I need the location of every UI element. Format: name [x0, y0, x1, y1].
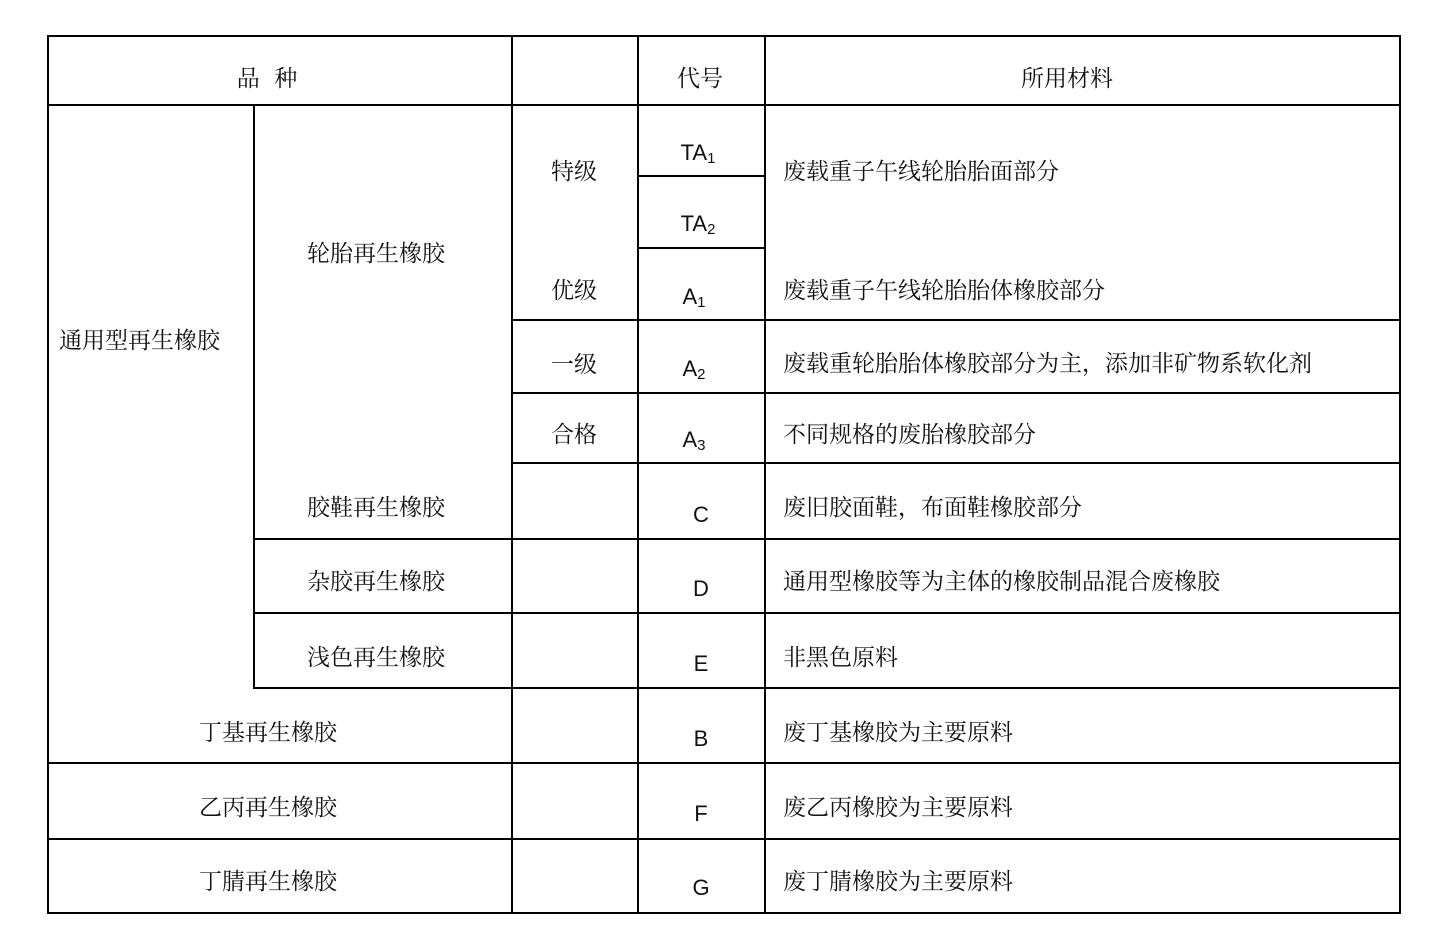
material-ta: 废载重子午线轮胎胎面部分 [783, 159, 1059, 185]
divider-variety-grade [511, 35, 513, 914]
rule-misc-light [253, 612, 1401, 614]
variety-epdm: 乙丙再生橡胶 [199, 795, 337, 821]
grade-qualified: 合格 [551, 422, 597, 448]
variety-butyl: 丁基再生橡胶 [199, 720, 337, 746]
code-a1: $A_1$ [682, 284, 706, 311]
variety-light: 浅色再生橡胶 [307, 645, 445, 671]
code-a3: $A_3$ [682, 427, 706, 454]
variety-misc: 杂胶再生橡胶 [307, 569, 445, 595]
variety-nitrile: 丁腈再生橡胶 [199, 869, 337, 895]
divider-general-sub [253, 104, 255, 688]
table-border-right [1399, 35, 1401, 914]
code-e: E [693, 651, 709, 676]
material-g: 废丁腈橡胶为主要原料 [783, 869, 1013, 895]
code-a2: $A_2$ [682, 356, 706, 383]
header-materials: 所用材料 [1021, 66, 1113, 92]
grade-special: 特级 [551, 159, 597, 185]
material-b: 废丁基橡胶为主要原料 [783, 720, 1013, 746]
material-c: 废旧胶面鞋，布面鞋橡胶部分 [783, 495, 1082, 521]
rule-epdm-nitrile [47, 838, 1401, 840]
group-general: 通用型再生橡胶 [59, 328, 220, 354]
rule-ta2-a1 [637, 247, 765, 249]
code-b: B [693, 726, 709, 751]
table-border-left [47, 35, 49, 914]
divider-grade-code [637, 35, 639, 914]
table-border-bottom [47, 912, 1401, 914]
material-a3: 不同规格的废胎橡胶部分 [783, 422, 1036, 448]
header-variety: 品 种 [236, 66, 298, 92]
rule-tire-shoe [511, 462, 1401, 464]
table-border-top [47, 35, 1401, 37]
divider-code-material [764, 35, 766, 914]
rule-first-qualified [511, 392, 1401, 394]
material-a2: 废载重轮胎胎体橡胶部分为主，添加非矿物系软化剂 [783, 351, 1312, 377]
code-g: G [692, 875, 710, 900]
code-c: C [693, 502, 709, 527]
header-bottom-rule [47, 104, 1401, 106]
rule-premium-first [511, 319, 1401, 321]
code-d: D [693, 576, 709, 601]
code-ta2: $TA_2$ [680, 211, 716, 238]
code-ta1: $TA_1$ [680, 140, 716, 167]
variety-shoe: 胶鞋再生橡胶 [307, 495, 445, 521]
code-f: F [694, 801, 708, 826]
grade-premium: 优级 [551, 278, 597, 304]
material-e: 非黑色原料 [783, 645, 898, 671]
rule-butyl-epdm [47, 762, 1401, 764]
material-f: 废乙丙橡胶为主要原料 [783, 795, 1013, 821]
grade-first: 一级 [551, 352, 597, 378]
rule-light-butyl [253, 687, 1401, 689]
rule-shoe-misc [253, 538, 1401, 540]
material-a1: 废载重子午线轮胎胎体橡胶部分 [783, 278, 1105, 304]
group-tire: 轮胎再生橡胶 [307, 241, 445, 267]
material-d: 通用型橡胶等为主体的橡胶制品混合废橡胶 [783, 569, 1220, 595]
rule-ta1-ta2 [637, 175, 765, 177]
header-code: 代号 [677, 66, 723, 92]
